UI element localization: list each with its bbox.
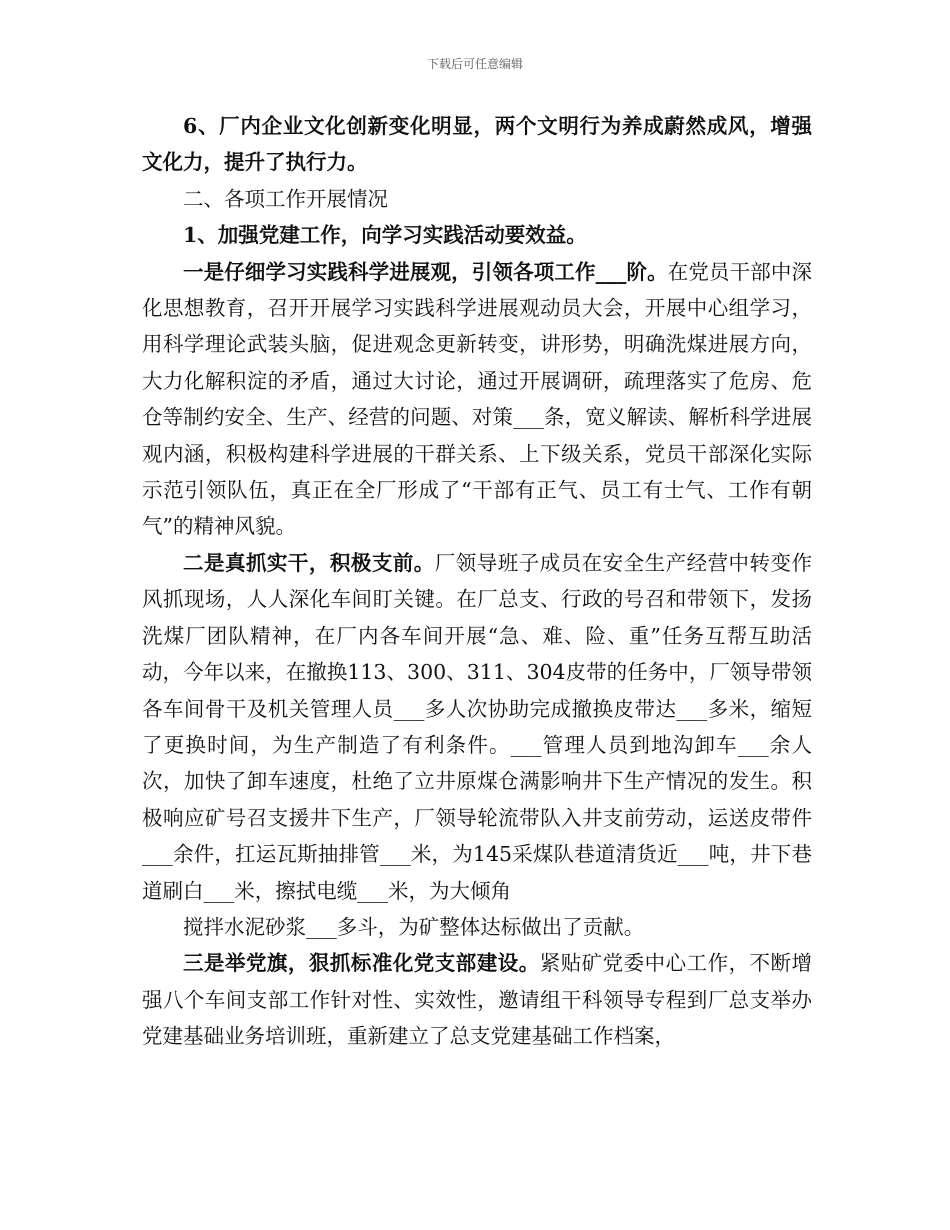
point-one-text: 在党员干部中深化思想教育，召开开展学习实践科学进展观动员大会，开展中心组学习，用科学理论武装头脑，促进观念更新转变，讲形势，明确洗煤进展方向，大力化解积淀的矛盾，通过大讨论，通过开展调研，疏理落实了危房、危仓等制约安全、生产、经营的问题、对策___条，宽义解读、解析科学进展观内涵，积极构建科学进展的干群关系、上下级关系，党员干部深化实际示范引领队伍，真正在全厂形成了“干部有正气、员工有士气、工作有朝气”的精神风貌。 <box>142 259 813 539</box>
continuation-text: 搅拌水泥砂浆___多斗，为矿整体达标做出了贡献。 <box>183 914 645 939</box>
point-three-lead: 三是举党旗，狠抓标准化党支部建设。 <box>183 951 540 976</box>
section-heading <box>142 181 812 217</box>
point-one-lead: 一是仔细学习实践科学进展观，引领各项工作___阶。 <box>183 259 668 284</box>
paragraph-point-three <box>142 945 812 1054</box>
point-two-lead: 二是真抓实干，积极支前。 <box>183 550 435 575</box>
paragraph-point-one <box>142 254 812 545</box>
paragraph-culture <box>142 108 812 181</box>
page-header: 下载后可任意编辑 <box>426 57 523 71</box>
document-body <box>142 108 812 1055</box>
paragraph-point-two <box>142 545 812 909</box>
point-two-text: 厂领导班子成员在安全生产经营中转变作风抓现场，人人深化车间盯关键。在厂总支、行政的号召和带领下，发扬洗煤厂团队精神，在厂内各车间开展“急、难、险、重”任务互帮互助活动，今年以来，在撤换113、300、311、304皮带的任务中，厂领导带领各车间骨干及机关管理人员___多人次协助完成撤换皮带达___多米，缩短了更换时间，为生产制造了有利条件。___管理人员到地沟卸车___余人次，加快了卸车速度，杜绝了立井原煤仓满影响井下生产情况的发生。积极响应矿号召支援井下生产，厂领导轮流带队入井支前劳动，运送皮带件___余件，扛运瓦斯抽排管___米，为145采煤队巷道清货近___吨，井下巷道刷白___米，擦拭电缆___米，为大倾角 <box>142 550 813 903</box>
section-heading-text: 二、各项工作开展情况 <box>183 186 388 211</box>
paragraph-culture-bold: 6、厂内企业文化创新变化明显，两个文明行为养成蔚然成风，增强文化力，提升了执行力。 <box>142 114 812 175</box>
point-three-text: 紧贴矿党委中心工作，不断增强八个车间支部工作针对性、实效性，邀请组干科领导专程到厂总支举办党建基础业务培训班，重新建立了总支党建基础工作档案， <box>142 951 813 1049</box>
subsection-heading <box>142 217 812 253</box>
subsection-heading-text: 1、加强党建工作，向学习实践活动要效益。 <box>183 223 587 248</box>
paragraph-continuation <box>142 909 812 945</box>
